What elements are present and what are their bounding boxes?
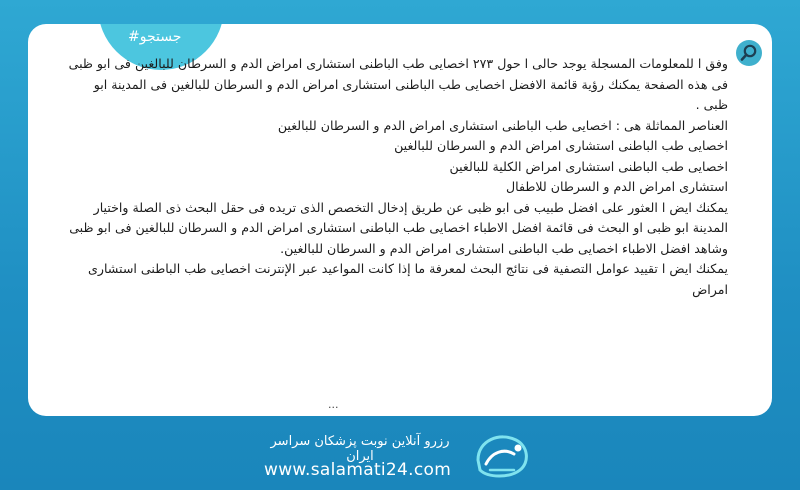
description-text xyxy=(66,54,728,300)
ellipsis: ... xyxy=(328,398,339,411)
similar-item[interactable]: استشاری امراض الدم و السرطان للاطفال xyxy=(506,179,728,194)
similar-item[interactable]: اخصایی طب الباطنی استشاری امراض الكلیة للبالغین xyxy=(449,158,728,174)
paragraph-intro: وفق ا للمعلومات المسجلة يوجد حالى ا حول ٢٧٣ اخصایی طب الباطنی استشاری امراض الدم و السرطان للبالغین فی ابو ظبی فی هذه الصفحة یمكنك رؤیة قائمة الافضل اخصایی طب الباطنی استشاری امراض الدم و السرطان للبالغین فی المدینة ابو ظبی . xyxy=(68,56,728,112)
paragraph-similar: العناصر المماثلة هی : اخصایی طب الباطنی استشاری امراض الدم و السرطان للبالغین xyxy=(277,117,728,133)
search-button[interactable] xyxy=(736,40,762,66)
content-card xyxy=(28,24,772,416)
salamati-logo-icon xyxy=(470,426,534,482)
paragraph-search-help: یمكنك ایض ا العثور علی افضل طبیب فی ابو ظبی عن طریق إدخال التخصص الذی تریده فی حقل البحث ذی الصلة واختیار المدینة ابو ظبی او البحث فی قائمة افضل الاطباء اخصایی طب الباطنی استشاری امراض الدم و السرطان للبالغین فی ابو ظبی وشاهد افضل الاطباء اخصایی طب الباطنی استشاری امراض الدم و السرطان للبالغین. xyxy=(69,199,728,256)
search-tag-label[interactable]: #جستجو xyxy=(128,29,182,45)
similar-item[interactable]: اخصایی طب الباطنی استشاری امراض الدم و السرطان للبالغین xyxy=(394,138,728,153)
search-icon xyxy=(739,43,759,63)
footer-url[interactable]: www.salamati24.com xyxy=(264,460,452,480)
paragraph-filter-help: یمكنك ایض ا تقیید عوامل التصفیة فی نتائج البحث لمعرفة ما إذا كانت المواعید عبر الإنترنت اخصایی طب الباطنی استشاری امراض xyxy=(88,261,728,297)
footer-title: رزرو آنلاین نوبت پزشکان سراسر ایران xyxy=(270,434,450,464)
